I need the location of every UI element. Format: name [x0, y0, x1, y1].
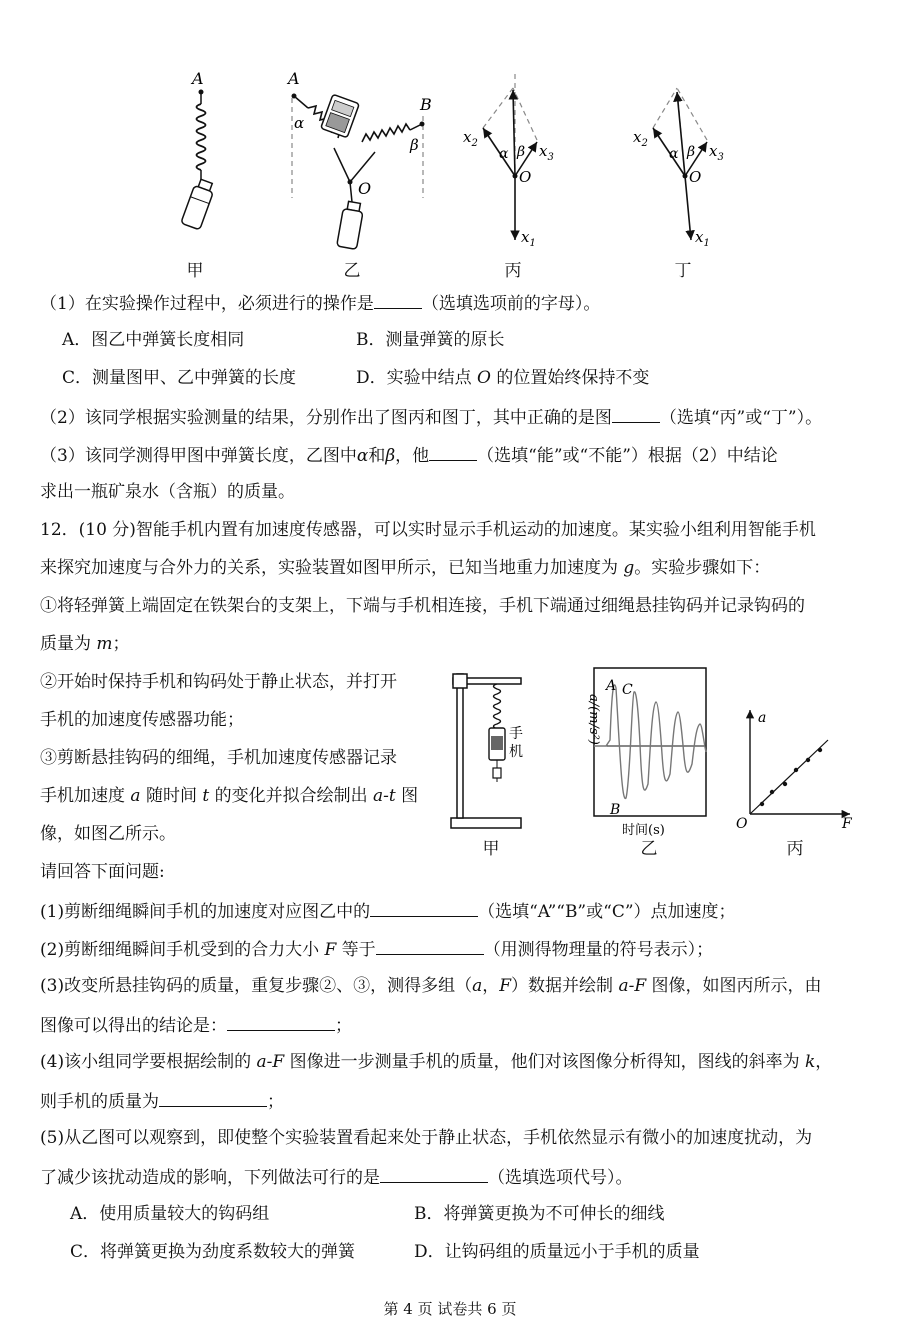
label-x1-ding: $x_1$	[695, 228, 710, 248]
caption-jia-mid: 甲	[482, 839, 500, 859]
label-x3-ding: $x_3$	[709, 142, 724, 163]
caption-jia-top: 甲	[186, 261, 204, 281]
origin-label: O	[736, 816, 748, 830]
caption-yi-top: 乙	[343, 261, 361, 281]
answer-blank[interactable]	[612, 404, 660, 423]
page-footer: 第 4 页 试卷共 6 页	[383, 1300, 517, 1318]
figure-bing-force-diagram	[455, 68, 565, 248]
q11-part2-tail: （选填“丙”或“丁”）。	[659, 408, 823, 428]
caption-ding-top: 丁	[674, 261, 692, 281]
label-x3-bing: $x_3$	[539, 142, 554, 163]
label-B-yi: B	[420, 95, 432, 114]
caption-bing-mid: 丙	[786, 839, 804, 859]
q12-sub5-line2: 了减少该扰动造成的影响，下列做法可行的是 （选填选项代号）。	[40, 1164, 870, 1190]
q11-option-d: D．实验中结点 O 的位置始终保持不变	[356, 368, 650, 388]
q12-step3-line3: 像，如图乙所示。	[40, 824, 176, 844]
q11-option-c: C．测量图甲、乙中弹簧的长度	[62, 368, 297, 388]
label-x1-bing: $x_1$	[521, 228, 536, 248]
label-x2-bing: $x_2$	[463, 128, 478, 149]
point-A: A	[606, 678, 617, 694]
answer-blank[interactable]	[376, 936, 484, 955]
q12-sub3: (3)改变所悬挂钩码的质量，重复步骤②、③，测得多组（a，F）数据并绘制 a-F 图像，如图丙所示，由	[40, 976, 822, 996]
label-O-bing: O	[519, 168, 532, 186]
point-B: B	[610, 802, 621, 818]
answer-blank[interactable]	[370, 898, 478, 917]
q12-sub4: (4)该小组同学要根据绘制的 a-F 图像进一步测量手机的质量，他们对该图像分析得知，图线的斜率为 k，	[40, 1052, 833, 1072]
q12-sub1: (1)剪断细绳瞬间手机的加速度对应图乙中的 （选填“A”“B”或“C”）点加速度；	[40, 898, 870, 924]
q12-step2-line1: ②开始时保持手机和钩码处于静止状态，并打开	[40, 672, 397, 692]
label-O-yi: O	[358, 179, 372, 198]
q12-step3-line1: ③剪断悬挂钩码的细绳，手机加速度传感器记录	[40, 748, 397, 768]
figure-jia-spring-bottle	[170, 68, 230, 238]
caption-yi-mid: 乙	[640, 839, 658, 859]
q11-part1-text: （1）在实验操作过程中，必须进行的操作是	[40, 294, 374, 314]
q12-step2-line2: 手机的加速度传感器功能；	[40, 710, 244, 730]
label-alpha-ding: α	[669, 146, 679, 162]
q12-intro-line2: 来探究加速度与合外力的关系，实验装置如图甲所示，已知当地重力加速度为 g。实验步骤如下：	[40, 558, 771, 578]
q11-part1-tail: （选填选项前的字母）。	[421, 294, 601, 314]
axis-F-label: F	[842, 816, 852, 830]
q12-sub3-line2: 图像可以得出的结论是： ；	[40, 1012, 870, 1038]
point-C: C	[622, 682, 633, 698]
label-A-yi: A	[288, 69, 300, 88]
axis-a-label: a	[758, 710, 767, 726]
q11-part3-line2: 求出一瓶矿泉水（含瓶）的质量。	[40, 482, 295, 502]
q11-option-b: B．测量弹簧的原长	[356, 330, 505, 350]
q12-sub5-line1: (5)从乙图可以观察到，即使整个实验装置看起来处于静止状态，手机依然显示有微小的加速度扰动，为	[40, 1128, 813, 1148]
figure-yi-a-t-graph	[570, 664, 715, 844]
q12-step1-line2: 质量为 m；	[40, 634, 130, 654]
q12-option-c: C．将弹簧更换为劲度系数较大的弹簧	[70, 1242, 356, 1262]
q11-part2	[40, 404, 870, 430]
answer-blank[interactable]	[227, 1012, 335, 1031]
phone-label-1: 手	[509, 726, 523, 742]
label-beta-ding: β	[687, 144, 696, 160]
label-beta-yi: β	[410, 136, 419, 154]
figure-jia-iron-stand	[445, 664, 535, 832]
q12-option-a: A．使用质量较大的钩码组	[70, 1204, 270, 1224]
figure-yi-two-springs	[280, 68, 440, 253]
figure-ding-force-diagram	[625, 68, 735, 248]
q12-sub2: (2)剪断细绳瞬间手机受到的合力大小 F 等于 （用测得物理量的符号表示）；	[40, 936, 870, 962]
label-alpha-yi: α	[294, 114, 305, 132]
y-axis-label: a/(m/s²)	[586, 694, 601, 745]
q12-sub4-line2: 则手机的质量为 ；	[40, 1088, 870, 1114]
q11-part3: （3）该同学测得甲图中弹簧长度，乙图中α和β，他 （选填“能”或“不能”）根据（2）中结论	[40, 442, 870, 468]
q12-option-b: B．将弹簧更换为不可伸长的细线	[414, 1204, 665, 1224]
q11-part2-text: （2）该同学根据实验测量的结果，分别作出了图丙和图丁，其中正确的是图	[40, 408, 612, 428]
q12-option-d: D．让钩码组的质量远小于手机的质量	[414, 1242, 700, 1262]
figure-bing-a-F-graph	[730, 700, 860, 830]
caption-bing-top: 丙	[504, 261, 522, 281]
q12-step3-line2: 手机加速度 a 随时间 t 的变化并拟合绘制出 a-t 图	[40, 786, 419, 806]
label-alpha-bing: α	[499, 146, 509, 162]
label-beta-bing: β	[517, 144, 526, 160]
label-x2-ding: $x_2$	[633, 128, 648, 149]
answer-blank[interactable]	[374, 290, 422, 309]
q12-step1-line1: ①将轻弹簧上端固定在铁架台的支架上，下端与手机相连接，手机下端通过细绳悬挂钩码并记录钩码的	[40, 596, 805, 616]
q11-part1	[40, 290, 870, 316]
label-A-jia: A	[192, 69, 204, 88]
x-axis-label: 时间(s)	[622, 823, 665, 838]
q11-option-a: A．图乙中弹簧长度相同	[62, 330, 245, 350]
q12-ask: 请回答下面问题:	[40, 862, 165, 882]
label-O-ding: O	[689, 168, 702, 186]
answer-blank[interactable]	[429, 442, 477, 461]
answer-blank[interactable]	[159, 1088, 267, 1107]
q12-intro-line1: 12．(10 分)智能手机内置有加速度传感器，可以实时显示手机运动的加速度。某实验小组利用智能手机	[40, 520, 816, 540]
phone-label-2: 机	[509, 744, 523, 760]
answer-blank[interactable]	[380, 1164, 488, 1183]
